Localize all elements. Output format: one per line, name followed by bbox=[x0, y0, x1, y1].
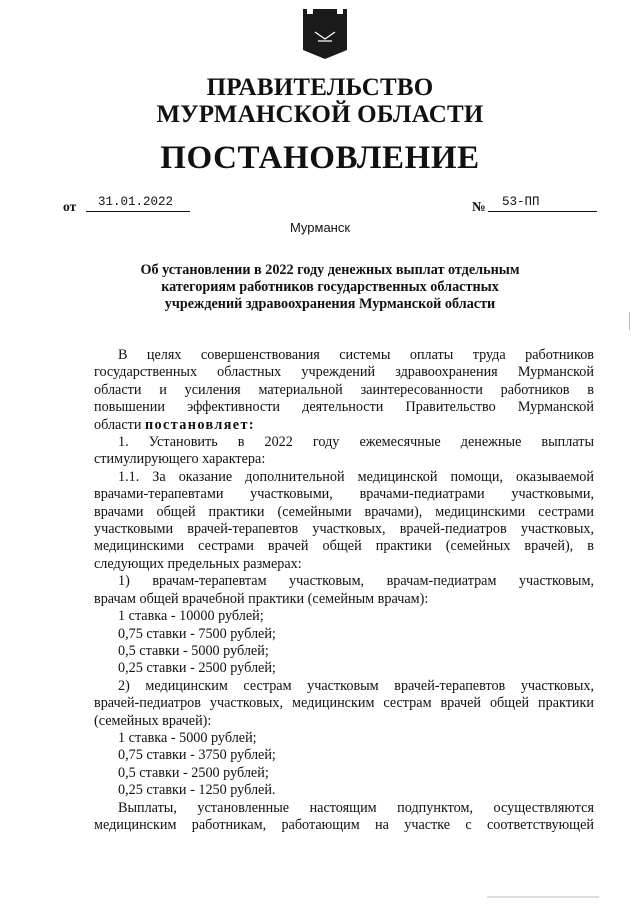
body-line: врачей-педиатров участковых, медицинским сестрам врачей общей практики bbox=[94, 695, 594, 712]
body-line: 1. Установить в 2022 году ежемесячные денежные выплаты bbox=[118, 434, 594, 451]
government-title-line-2: МУРМАНСКОЙ ОБЛАСТИ bbox=[156, 101, 484, 128]
rate-line: 0,5 ставки - 2500 рублей; bbox=[118, 764, 269, 781]
body-line: государственных областных учреждений здравоохранения Мурманской bbox=[94, 364, 594, 381]
body-line: врачами-терапевтами участковыми, врачами-педиатрами участковыми, bbox=[94, 486, 594, 503]
document-type-title: ПОСТАНОВЛЕНИЕ bbox=[160, 140, 480, 176]
body-line: врачам общей врачебной практики (семейным врачам): bbox=[94, 590, 429, 607]
body-line: следующих предельных размерах: bbox=[94, 555, 302, 572]
rate-line: 1 ставка - 5000 рублей; bbox=[118, 729, 257, 746]
body-text: области bbox=[94, 416, 142, 433]
coat-of-arms-emblem bbox=[302, 8, 348, 60]
rate-line: 0,25 ставки - 1250 рублей. bbox=[118, 782, 276, 799]
document-body bbox=[94, 347, 594, 834]
rate-line: 1 ставка - 10000 рублей; bbox=[118, 608, 264, 625]
rate-line: 0,25 ставки - 2500 рублей; bbox=[118, 660, 276, 677]
rate-line: 0,75 ставки - 3750 рублей; bbox=[118, 747, 276, 764]
body-line: стимулирующего характера: bbox=[94, 451, 266, 468]
body-line: Выплаты, установленные настоящим подпунктом, осуществляются bbox=[118, 799, 594, 816]
resolves-word: постановляет: bbox=[144, 416, 256, 433]
subject-line: Об установлении в 2022 году денежных выплат отдельным bbox=[140, 262, 520, 278]
document-subject bbox=[120, 262, 540, 313]
body-line: (семейных врачей): bbox=[94, 712, 212, 729]
body-line: врачами общей практики (семейными врачами), медицинскими сестрами bbox=[94, 503, 594, 520]
body-line: медицинским работникам, работающим на участке с соответствующей bbox=[94, 816, 594, 833]
scan-bottom-mark bbox=[487, 896, 599, 898]
body-line: участковыми врачей-терапевтов участковых, врачей-педиатров участковых, bbox=[94, 521, 594, 538]
scan-margin-mark bbox=[629, 312, 630, 330]
date-label: от bbox=[63, 199, 77, 214]
city-name: Мурманск bbox=[289, 220, 351, 235]
number-label: № bbox=[472, 199, 486, 214]
body-line: области и усиления материальной заинтересованности работников в bbox=[94, 381, 594, 398]
body-line: 1) врачам-терапевтам участковым, врачам-педиатрам участковым, bbox=[118, 573, 594, 590]
body-line: повышении эффективности деятельности Правительство Мурманской bbox=[94, 399, 594, 416]
body-line: медицинскими сестрами врачей общей практики (семейных врачей), в bbox=[94, 538, 594, 555]
subject-line: категориям работников государственных областных bbox=[161, 279, 499, 295]
body-line: 1.1. За оказание дополнительной медицинской помощи, оказываемой bbox=[118, 468, 594, 485]
date-value: 31.01.2022 bbox=[86, 195, 190, 212]
rate-line: 0,75 ставки - 7500 рублей; bbox=[118, 625, 276, 642]
government-title-line-1: ПРАВИТЕЛЬСТВО bbox=[206, 74, 434, 101]
number-value: 53-ПП bbox=[488, 195, 597, 212]
rate-line: 0,5 ставки - 5000 рублей; bbox=[118, 642, 269, 659]
body-line bbox=[94, 417, 594, 434]
body-line: В целях совершенствования системы оплаты труда работников bbox=[118, 347, 594, 363]
subject-line: учреждений здравоохранения Мурманской области bbox=[164, 296, 496, 312]
body-line: 2) медицинским сестрам участковым врачей-терапевтов участковых, bbox=[118, 677, 594, 694]
